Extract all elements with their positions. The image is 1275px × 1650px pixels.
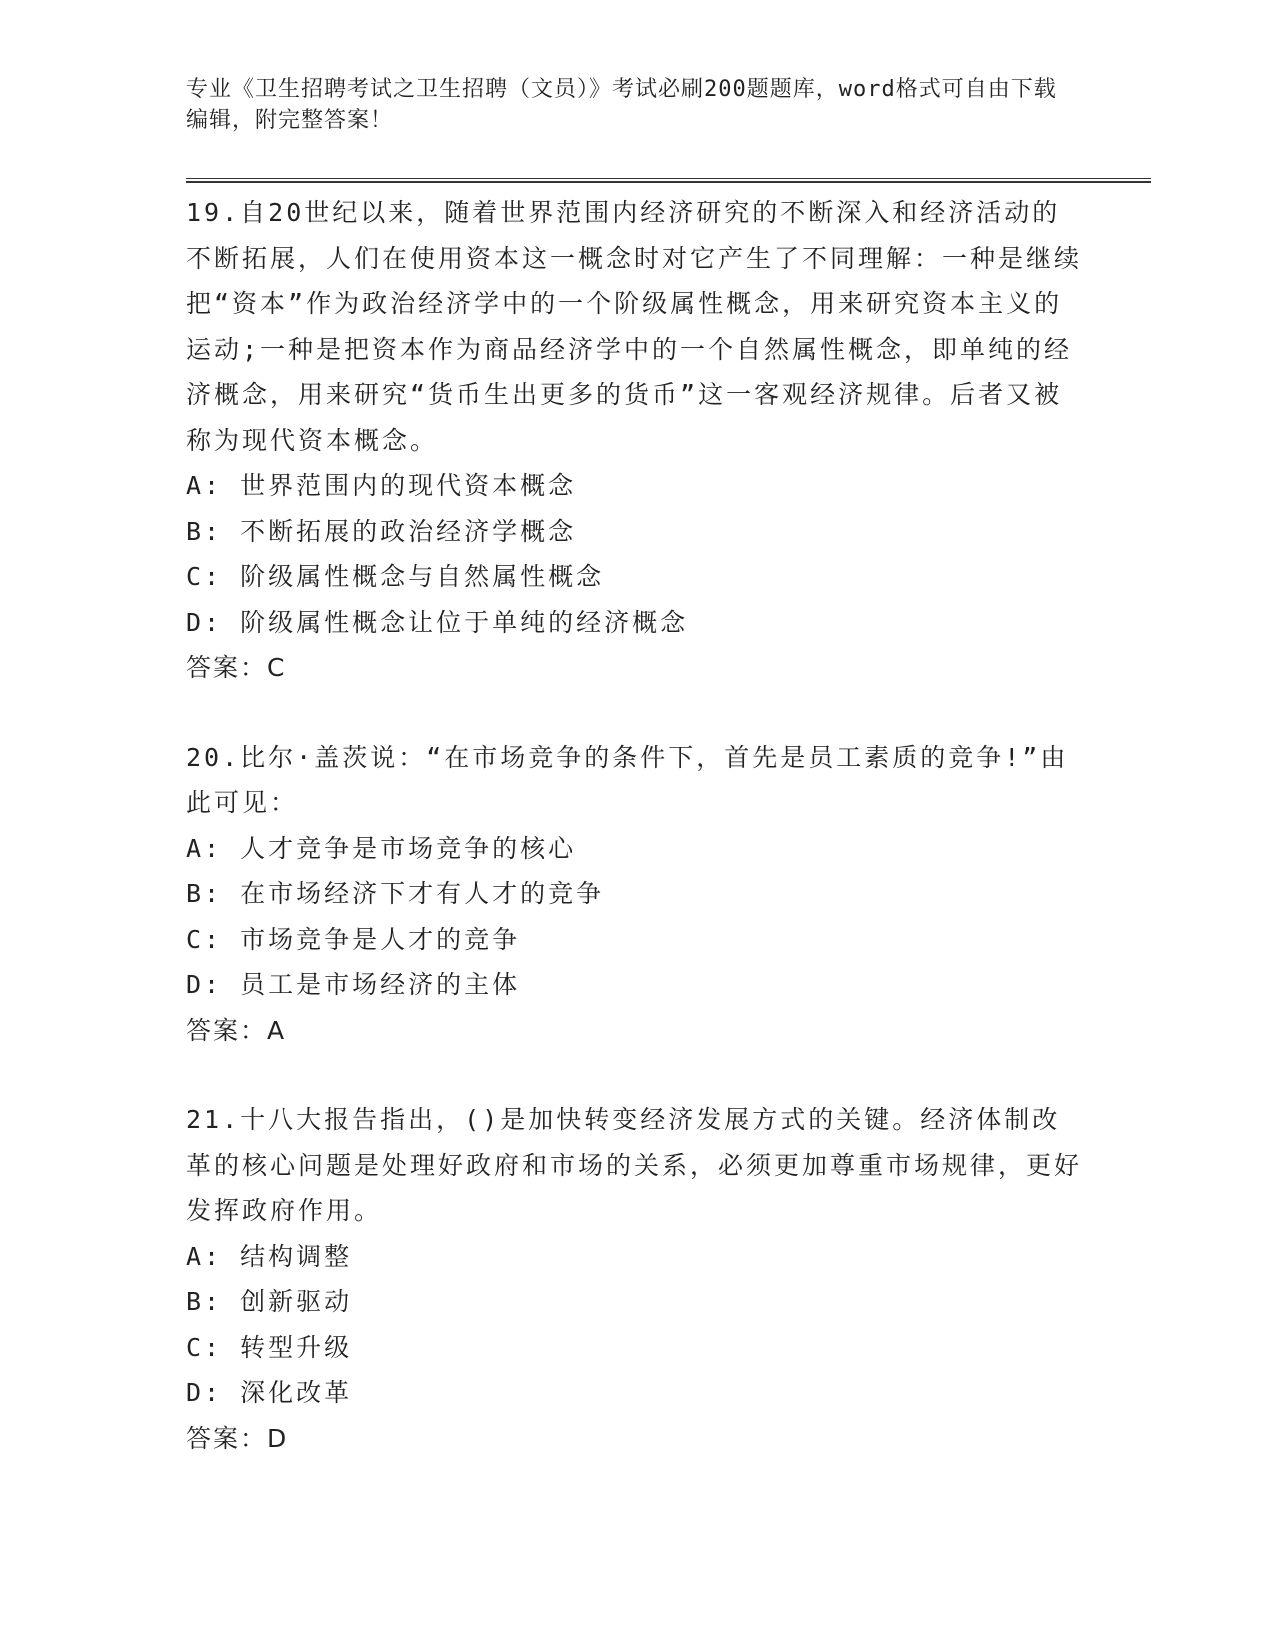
- option-b: B: 不断拓展的政治经济学概念: [186, 516, 577, 546]
- header-rule-thick: [186, 181, 1151, 183]
- option-a: A: 结构调整: [186, 1241, 353, 1271]
- option-c: C: 市场竞争是人才的竞争: [186, 924, 521, 954]
- option-d: D: 深化改革: [186, 1378, 353, 1407]
- option-b: B: 创新驱动: [186, 1287, 353, 1316]
- option-c: C: 转型升级: [186, 1332, 353, 1362]
- option-b: B: 在市场经济下才有人才的竞争: [186, 879, 605, 908]
- answer-label: 答案：D: [186, 1423, 289, 1453]
- option-d: D: 员工是市场经济的主体: [186, 970, 521, 999]
- answer-label: 答案：A: [186, 1015, 287, 1045]
- question-list: [186, 190, 1086, 1505]
- question-21: [186, 1097, 1086, 1461]
- option-a: A: 人才竞争是市场竞争的核心: [186, 833, 577, 863]
- header-rule-thin: [186, 178, 1151, 179]
- question-19: [186, 190, 1086, 691]
- answer-label: 答案：C: [186, 653, 287, 682]
- question-stem: 21.十八大报告指出，()是加快转变经济发展方式的关键。经济体制改革的核心问题是处理好政府和市场的关系，必须更加尊重市场规律，更好发挥政府作用。: [186, 1105, 1083, 1225]
- document-header: 专业《卫生招聘考试之卫生招聘（文员）》考试必刷200题题库，word格式可自由下载编辑，附完整答案！: [186, 77, 1057, 133]
- option-d: D: 阶级属性概念让位于单纯的经济概念: [186, 607, 689, 637]
- question-20: [186, 735, 1086, 1054]
- option-a: A: 世界范围内的现代资本概念: [186, 471, 577, 500]
- question-stem: 20.比尔·盖茨说：“在市场竞争的条件下，首先是员工素质的竞争!”由此可见：: [186, 742, 1069, 817]
- option-c: C: 阶级属性概念与自然属性概念: [186, 562, 605, 591]
- question-stem: 19.自20世纪以来，随着世界范围内经济研究的不断深入和经济活动的不断拓展，人们在使用资本这一概念时对它产生了不同理解：一种是继续把“资本”作为政治经济学中的一个阶级属性概念，用来研究资本主义的运动;一种是把资本作为商品经济学中的一个自然属性概念，即单纯的经济概念，用来研究“货币生出更多的货币”这一客观经济规律。后者又被称为现代资本概念。: [186, 198, 1083, 455]
